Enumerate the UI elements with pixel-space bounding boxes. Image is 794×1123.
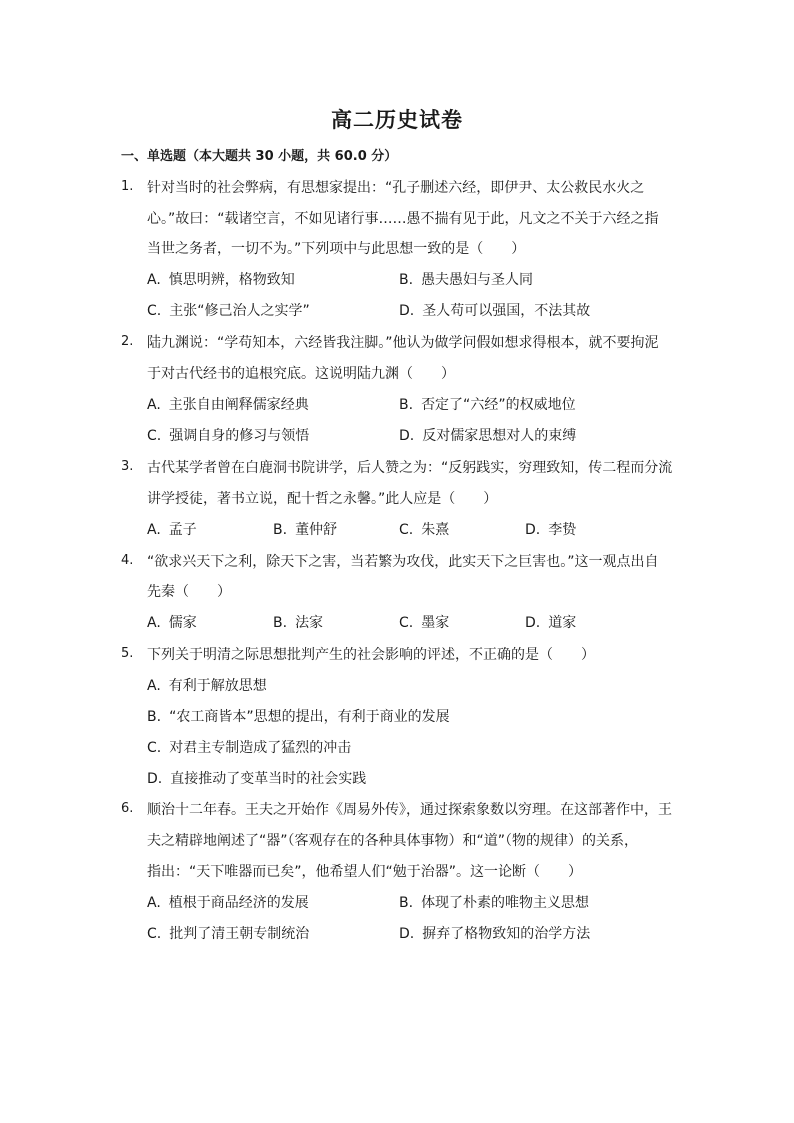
option-a [147, 519, 197, 539]
option-text: 反对儒家思想对人的束缚 [422, 428, 577, 444]
option-label: D. [399, 303, 415, 319]
option-label: B. [399, 272, 414, 288]
option-label: B. [399, 397, 414, 413]
question-text: 夫之精辟地阐述了“器”（客观存在的各种具体事物）和“道”（物的规律）的关系， [147, 833, 639, 849]
option-d [525, 612, 576, 632]
option-a [147, 892, 309, 912]
option-text: 慎思明辨，格物致知 [168, 272, 295, 288]
option-text: 主张“修己治人之实学” [169, 303, 310, 319]
option-text: 朱熹 [421, 522, 450, 538]
option-label: A. [147, 272, 161, 288]
option-label: C. [147, 303, 162, 319]
question-text: 讲学授徒，著书立说，配十哲之永馨。”此人应是（ ） [147, 491, 498, 507]
question-text: 当世之务者，一切不为。”下列项中与此思想一致的是（ ） [147, 241, 526, 257]
option-label: D. [399, 926, 415, 942]
option-label: C. [399, 615, 414, 631]
option-label: C. [147, 740, 162, 756]
option-c [147, 923, 309, 943]
option-text: 对君主专制造成了猛烈的冲击 [169, 740, 352, 756]
option-text: 孟子 [168, 522, 197, 538]
option-text: 否定了“六经”的权威地位 [421, 397, 576, 413]
option-text: 愚夫愚妇与圣人同 [421, 272, 534, 288]
option-label: D. [147, 771, 163, 787]
question-text: 于对古代经书的追根究底。这说明陆九渊（ ） [147, 366, 455, 382]
option-a [147, 394, 309, 414]
option-c [147, 737, 351, 757]
option-label: C. [399, 522, 414, 538]
question-number: 4. [121, 553, 134, 568]
option-c [147, 425, 309, 445]
question-text: 古代某学者曾在白鹿洞书院讲学，后人赞之为：“反躬践实，穷理致知，传二程而分流 [147, 460, 673, 476]
option-d [399, 923, 590, 943]
option-b [399, 394, 576, 414]
question-text: 下列关于明清之际思想批判产生的社会影响的评述，不正确的是（ ） [147, 647, 595, 663]
question-number: 3. [121, 459, 134, 474]
option-c [147, 300, 310, 320]
option-text: 强调自身的修习与领悟 [169, 428, 310, 444]
option-text: 墨家 [421, 615, 450, 631]
question-text: 陆九渊说：“学苟知本，六经皆我注脚。”他认为做学问假如想求得根本，就不要拘泥 [147, 335, 659, 351]
option-label: A. [147, 895, 161, 911]
page-title: 高二历史试卷 [331, 107, 463, 132]
option-d [399, 425, 576, 445]
question-number: 1. [121, 179, 134, 194]
option-text: 批判了清王朝专制统治 [169, 926, 310, 942]
option-label: D. [525, 522, 541, 538]
question-text: 指出：“天下唯器而已矣”，他希望人们“勉于治器”。这一论断（ ） [147, 864, 583, 880]
option-a [147, 612, 197, 632]
option-text: 直接推动了变革当时的社会实践 [170, 771, 367, 787]
option-text: 体现了朴素的唯物主义思想 [421, 895, 590, 911]
option-b [399, 892, 589, 912]
option-d [147, 768, 366, 788]
option-text: 儒家 [168, 615, 197, 631]
option-text: 摒弃了格物致知的治学方法 [422, 926, 591, 942]
option-label: A. [147, 397, 161, 413]
option-label: C. [147, 926, 162, 942]
option-a [147, 269, 295, 289]
option-text: 法家 [295, 615, 324, 631]
option-b [273, 612, 323, 632]
question-text: 针对当时的社会弊病，有思想家提出：“孔子删述六经，即伊尹、太公救民水火之 [147, 180, 645, 196]
question-text: 顺治十二年春。王夫之开始作《周易外传》，通过探索象数以穷理。在这部著作中，王 [147, 802, 672, 818]
question-text: 心。”故曰：“载诸空言，不如见诸行事……愚不揣有见于此，凡文之不关于六经之指 [147, 211, 659, 227]
option-label: B. [399, 895, 414, 911]
option-text: “农工商皆本”思想的提出，有利于商业的发展 [169, 709, 450, 725]
option-label: D. [525, 615, 541, 631]
option-label: A. [147, 615, 161, 631]
option-a [147, 675, 267, 695]
option-text: 道家 [548, 615, 577, 631]
option-text: 植根于商品经济的发展 [168, 895, 309, 911]
option-label: B. [147, 709, 162, 725]
option-label: B. [273, 522, 288, 538]
option-d [399, 300, 590, 320]
option-label: D. [399, 428, 415, 444]
option-text: 有利于解放思想 [168, 678, 267, 694]
section-heading: 一、单选题（本大题共 30 小题，共 60.0 分） [121, 149, 398, 164]
option-text: 李贽 [548, 522, 577, 538]
option-c [399, 519, 449, 539]
option-b [273, 519, 337, 539]
question-text: 先秦（ ） [147, 584, 231, 600]
question-number: 6. [121, 801, 134, 816]
option-d [525, 519, 576, 539]
option-text: 圣人苟可以强国，不法其故 [422, 303, 591, 319]
option-b [399, 269, 533, 289]
option-text: 董仲舒 [295, 522, 338, 538]
question-number: 5. [121, 646, 134, 661]
option-label: A. [147, 678, 161, 694]
option-text: 主张自由阐释儒家经典 [168, 397, 309, 413]
option-label: C. [147, 428, 162, 444]
option-label: B. [273, 615, 288, 631]
option-label: A. [147, 522, 161, 538]
option-b [147, 706, 450, 726]
question-number: 2. [121, 334, 134, 349]
option-c [399, 612, 449, 632]
question-text: “欲求兴天下之利，除天下之害，当若繁为攻伐，此实天下之巨害也。”这一观点出自 [147, 554, 659, 570]
